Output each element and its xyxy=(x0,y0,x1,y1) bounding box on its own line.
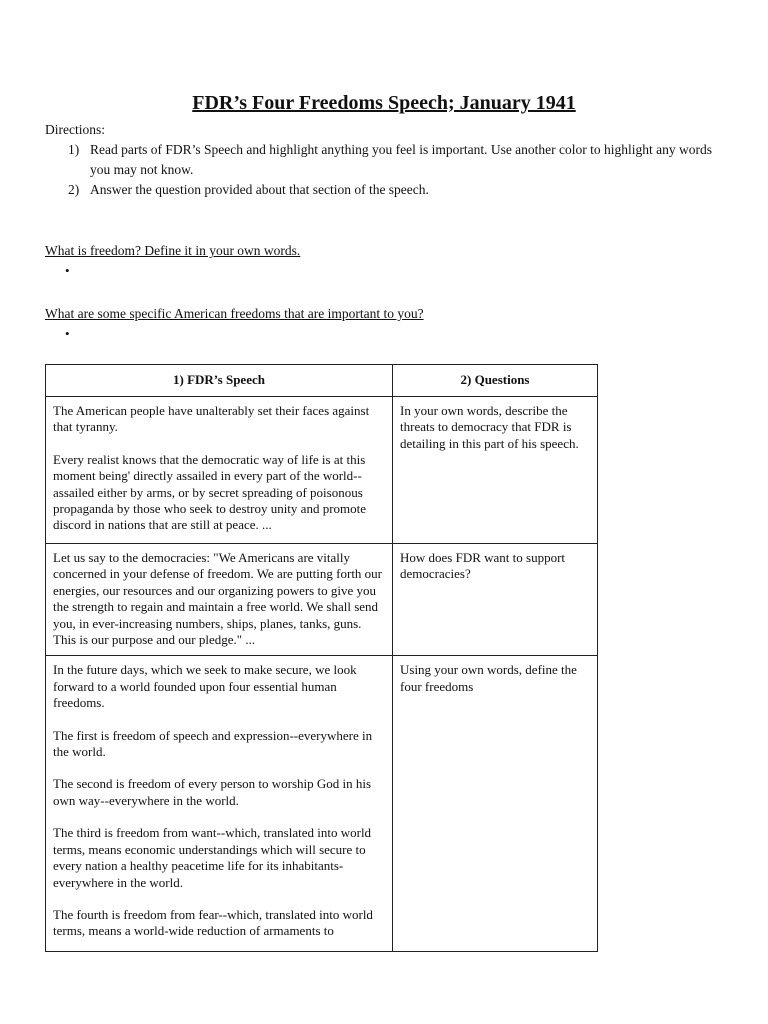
bullet-icon: • xyxy=(65,263,70,278)
direction-item xyxy=(45,180,735,200)
speech-paragraph: Every realist knows that the democratic way of life is at this moment being' directly assailed in every part of the world--assailed either by arms, or by secret spreading of poisonous propaganda by those who seek to destroy unity and promote discord in nations that are still at peace. ... xyxy=(53,451,367,533)
table-row xyxy=(46,656,598,952)
speech-paragraph: Let us say to the democracies: "We Americans are vitally concerned in your defense of freedom. We are putting forth our energies, our resources and our organizing powers to give you the strength to regain and maintain a free world. We shall send you, in ever-increasing numbers, ships, planes, tanks, guns. This is our purpose and our pledge." ... xyxy=(53,550,383,648)
speech-questions-table xyxy=(45,364,598,952)
american-freedoms-question xyxy=(45,304,735,344)
speech-paragraph: The second is freedom of every person to worship God in his own way--everywhere in the world. xyxy=(53,776,372,808)
question-cell xyxy=(393,397,598,544)
speech-paragraph: The first is freedom of speech and expression--everywhere in the world. xyxy=(53,727,373,760)
page-title: FDR’s Four Freedoms Speech; January 1941 xyxy=(192,92,576,114)
direction-item xyxy=(45,140,735,180)
speech-paragraph: In the future days, which we seek to make secure, we look forward to a world founded upon four essential human freedoms. xyxy=(53,662,357,711)
directions-section xyxy=(45,120,735,200)
speech-cell xyxy=(46,397,393,544)
table-row xyxy=(46,397,598,544)
column-header-speech: 1) FDR’s Speech xyxy=(46,365,393,397)
answer-bullet-line xyxy=(45,261,735,281)
question-prompt: How does FDR want to support democracies? xyxy=(400,550,566,582)
direction-text: Read parts of FDR’s Speech and highlight anything you feel is important. Use another color to highlight any words you may not know. xyxy=(90,142,713,177)
directions-list xyxy=(45,140,735,200)
direction-number: 2) xyxy=(68,182,80,197)
speech-cell xyxy=(46,656,393,952)
question-text: What is freedom? Define it in your own words. xyxy=(45,243,301,258)
bullet-icon: • xyxy=(65,326,70,341)
question-cell xyxy=(393,544,598,656)
speech-cell xyxy=(46,544,393,656)
directions-label: Directions: xyxy=(45,122,105,137)
table-header-row xyxy=(46,365,598,397)
question-prompt: In your own words, describe the threats to democracy that FDR is detailing in this part of his speech. xyxy=(400,403,579,451)
speech-paragraph: The American people have unalterably set their faces against that tyranny. xyxy=(53,403,370,435)
speech-paragraph: The third is freedom from want--which, translated into world terms, means economic understandings which will secure to every nation a healthy peacetime life for its inhabitants-everywhere in the world. xyxy=(53,825,372,890)
direction-number: 1) xyxy=(68,142,80,157)
question-prompt: Using your own words, define the four freedoms xyxy=(400,662,577,694)
direction-text: Answer the question provided about that section of the speech. xyxy=(90,182,429,197)
table-row xyxy=(46,544,598,656)
speech-paragraph: The fourth is freedom from fear--which, translated into world terms, means a world-wide reduction of armaments to xyxy=(53,906,373,939)
column-header-questions: 2) Questions xyxy=(393,365,598,397)
question-cell xyxy=(393,656,598,952)
answer-bullet-line xyxy=(45,324,735,344)
freedom-definition-question xyxy=(45,241,735,281)
question-text: What are some specific American freedoms that are important to you? xyxy=(45,306,424,321)
